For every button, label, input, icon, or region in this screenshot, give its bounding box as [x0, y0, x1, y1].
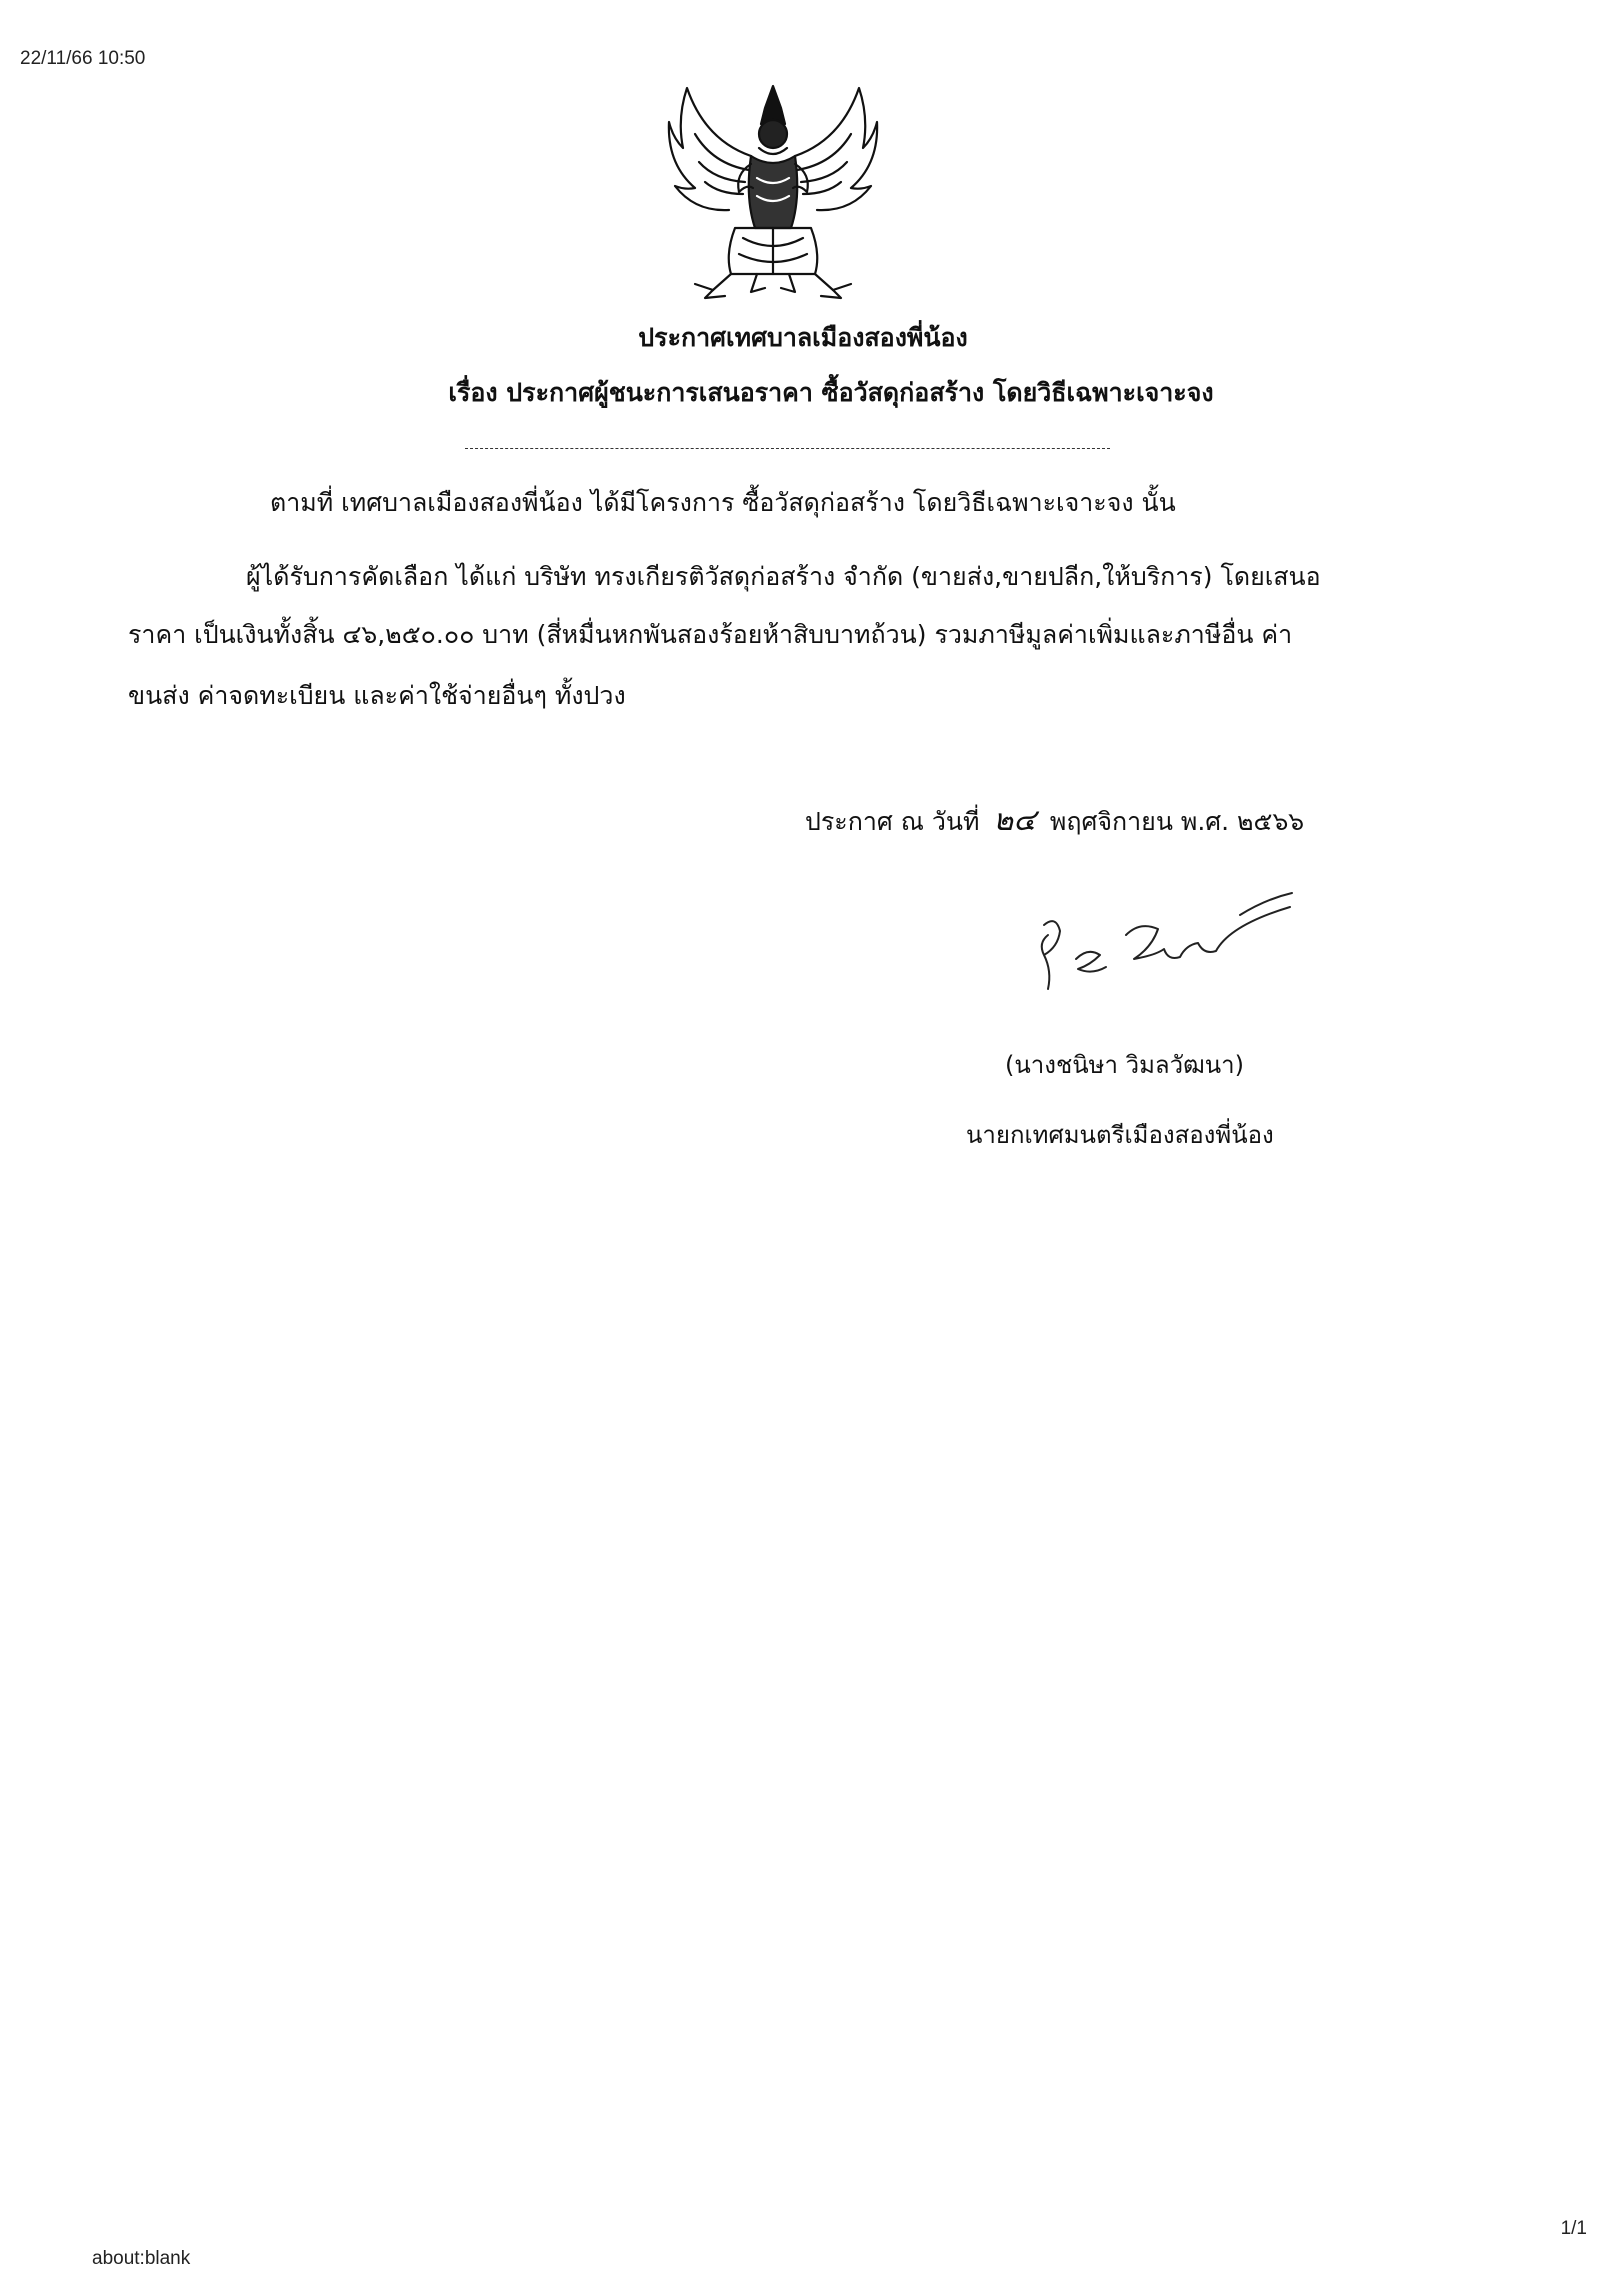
date-prefix: ประกาศ ณ วันที่ — [805, 807, 980, 836]
body-paragraph-line-1: ตามที่ เทศบาลเมืองสองพี่น้อง ได้มีโครงการ ซื้อวัสดุก่อสร้าง โดยวิธีเฉพาะเจาะจง นั้น — [270, 488, 1176, 517]
body-paragraph-line-3: ราคา เป็นเงินทั้งสิ้น ๔๖,๒๕๐.๐๐ บาท (สี่หมื่นหกพันสองร้อยห้าสิบบาทถ้วน) รวมภาษีมูลค่าเพิ่มและภาษีอื่น ค่า — [128, 620, 1293, 649]
print-header-datetime: 22/11/66 10:50 — [20, 48, 146, 69]
body-paragraph-line-2: ผู้ได้รับการคัดเลือก ได้แก่ บริษัท ทรงเกียรติวัสดุก่อสร้าง จำกัด (ขายส่ง,ขายปลีก,ให้บริการ) โดยเสนอ — [246, 562, 1321, 591]
signer-name: (นางชนิษา วิมลวัฒนา) — [1005, 1051, 1244, 1079]
announcement-date — [805, 797, 1304, 844]
body-paragraph-line-4: ขนส่ง ค่าจดทะเบียน และค่าใช้จ่ายอื่นๆ ทั้งปวง — [128, 681, 626, 710]
print-footer-page: 1/1 — [1560, 2218, 1587, 2239]
divider — [465, 448, 1110, 449]
date-day-handwritten: ๒๔ — [993, 803, 1036, 838]
signer-title: นายกเทศมนตรีเมืองสองพี่น้อง — [966, 1121, 1274, 1149]
handwritten-signature-icon — [1030, 885, 1310, 995]
print-footer-url: about:blank — [92, 2248, 191, 2269]
date-rest: พฤศจิกายน พ.ศ. ๒๕๖๖ — [1049, 807, 1305, 836]
garuda-emblem-icon — [665, 78, 881, 300]
document-subject: เรื่อง ประกาศผู้ชนะการเสนอราคา ซื้อวัสดุก่อสร้าง โดยวิธีเฉพาะเจาะจง — [448, 378, 1214, 407]
document-title: ประกาศเทศบาลเมืองสองพี่น้อง — [638, 323, 968, 352]
